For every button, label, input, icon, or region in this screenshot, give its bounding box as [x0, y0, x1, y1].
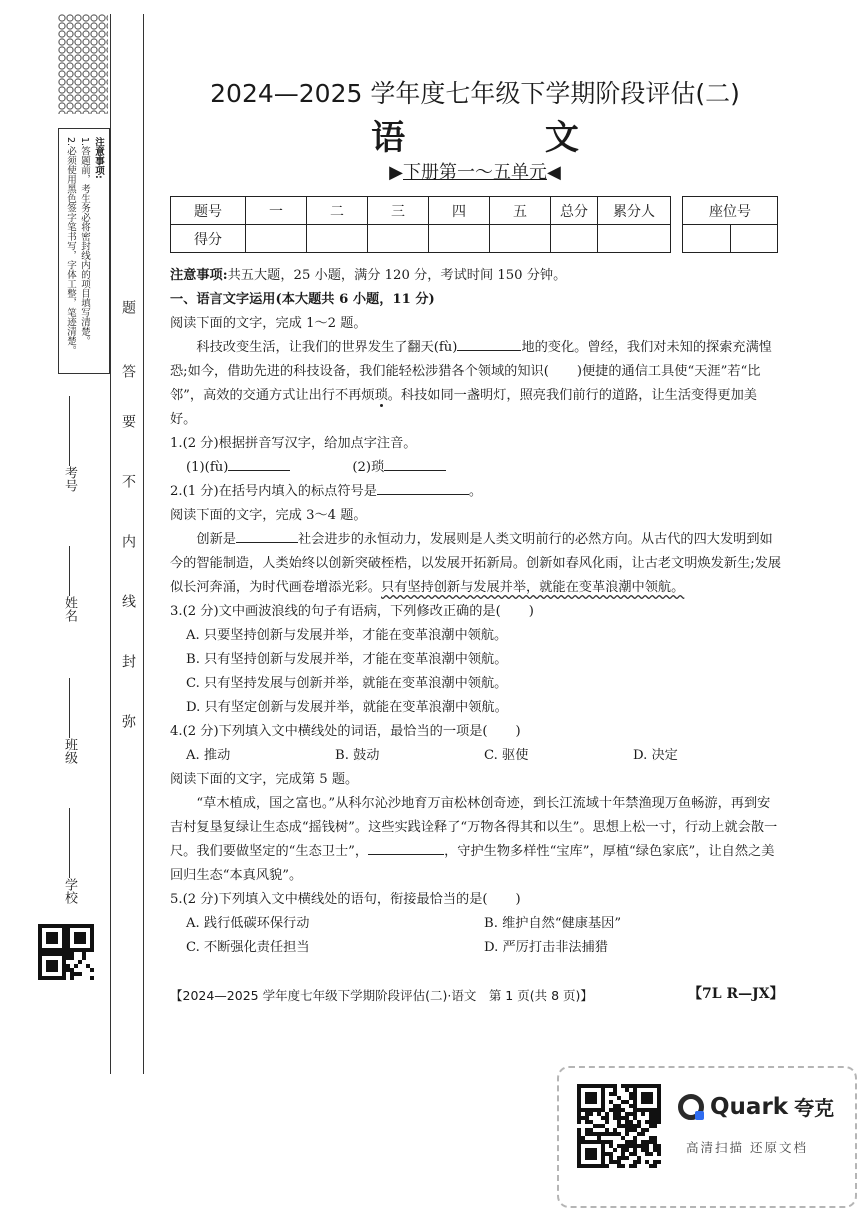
- notice-line-1: 1.答题前，考生务必将密封线内的项目填写清楚。: [79, 137, 90, 346]
- score-table-score-row: [171, 225, 671, 253]
- binding-line-inner: [143, 14, 144, 1074]
- exam-number-field[interactable]: [60, 396, 79, 492]
- question-3: 3.(2 分)文中画波浪线的句子有语病，下列修改正确的是( ): [170, 604, 534, 619]
- subject-title: 语 文: [371, 118, 643, 158]
- option[interactable]: D. 决定: [633, 748, 678, 763]
- school-label: 学校: [62, 878, 77, 904]
- instructions: [170, 264, 782, 288]
- reading-prompt: 阅读下面的文字，完成第 5 题。: [170, 772, 359, 787]
- score-cell: 三: [368, 197, 429, 225]
- question-4: 4.(2 分)下列填入文中横线处的词语，最恰当的一项是( ): [170, 724, 521, 739]
- brand-name-cn: 夸克: [794, 1096, 835, 1120]
- arrow-left-icon: ◀: [547, 162, 561, 183]
- score-cell: 总分: [551, 197, 598, 225]
- notice-line-2: 2.必须使用黑色签字笔书写，字体工整，笔迹清楚。: [65, 137, 76, 356]
- score-input[interactable]: [490, 225, 551, 253]
- notice-title: 注意事项:: [93, 137, 104, 179]
- brand-name: Quark: [710, 1093, 789, 1120]
- option[interactable]: C. 驱使: [484, 748, 529, 763]
- seal-char: 要: [120, 414, 136, 428]
- score-cell: 五: [490, 197, 551, 225]
- answer-blank[interactable]: [384, 456, 446, 471]
- name-label: 姓名: [62, 596, 77, 622]
- seal-char: 封: [120, 654, 136, 668]
- instructions-label: 注意事项:: [170, 268, 228, 283]
- score-input[interactable]: [551, 225, 598, 253]
- option[interactable]: D. 严厉打击非法捕猎: [484, 940, 608, 955]
- school-field[interactable]: [60, 808, 79, 904]
- volume-label: 下册第一～五单元: [403, 162, 547, 183]
- arrow-right-icon: ▶: [389, 162, 403, 183]
- exam-number-label: 考号: [62, 466, 77, 492]
- passage-2: 创新是 社会进步的永恒动力，发展则是人类文明前行的必然方向。从古代的四大发明到如今的智能制造，人类始终以创新突破桎梏，以发展开拓新局。创新如春风化雨，让古老文明焕发新生;发展似长河奔涌，为时代画卷增添光彩。只有坚持创新与发展并举，就能在变革浪潮中领航。: [170, 528, 782, 600]
- score-cell: 得分: [171, 225, 246, 253]
- answer-blank[interactable]: [368, 840, 444, 855]
- seal-char: 线: [120, 594, 136, 608]
- score-table: [170, 196, 671, 253]
- score-cell: 四: [429, 197, 490, 225]
- seal-char: 题: [120, 300, 136, 314]
- exam-title: 2024—2025 学年度七年级下学期阶段评估(二): [210, 79, 740, 108]
- option[interactable]: A. 推动: [186, 748, 231, 763]
- reading-prompt: 阅读下面的文字，完成 1～2 题。: [170, 316, 367, 331]
- question-1-parts: (1)(fù) (2)琐: [170, 456, 782, 480]
- class-field[interactable]: [60, 678, 79, 764]
- passage-1: 科技改变生活，让我们的世界发生了翻天(fù) 地的变化。曾经，我们对未知的探索充满惶恐;如今，借助先进的科技设备，我们能轻松涉猎各个领域的知识( )便捷的通信工具使“天涯”若“比邻”，高效的交通方式让出行不再烦琐。科技如同一盏明灯，照亮我们前行的道路，让生活变得更加美好。: [170, 336, 782, 432]
- passage-3: “草木植成，国之富也。”从科尔沁沙地育万亩松林创奇迹，到长江流域十年禁渔现万鱼畅游，再到安吉村复垦复绿让生态成“摇钱树”。这些实践诠释了“万物各得其和以生”。思想上松一寸，行动上就会散一尺。我们要做坚定的“生态卫士”， ，守护生物多样性“宝库”，厚植“绿色家底”，让自然之美回归生态“本真风貌”。: [170, 796, 778, 883]
- score-cell: 一: [246, 197, 307, 225]
- reading-prompt: 阅读下面的文字，完成 3～4 题。: [170, 508, 367, 523]
- option[interactable]: D. 只有坚定创新与发展并举，就能在变革浪潮中领航。: [186, 700, 508, 715]
- class-label: 班级: [62, 738, 77, 764]
- instructions-text: 共五大题，25 小题，满分 120 分，考试时间 150 分钟。: [227, 268, 567, 283]
- seal-char: 内: [120, 534, 136, 548]
- seat-input[interactable]: [730, 225, 778, 253]
- score-table-header-row: [171, 197, 671, 225]
- option[interactable]: B. 鼓动: [335, 748, 380, 763]
- option[interactable]: B. 维护自然“健康基因”: [484, 916, 622, 931]
- score-input[interactable]: [429, 225, 490, 253]
- seat-table: [682, 196, 778, 253]
- question-1: 1.(2 分)根据拼音写汉字，给加点字注音。: [170, 436, 417, 451]
- question-2: 2.(1 分)在括号内填入的标点符号是 。: [170, 480, 782, 504]
- seal-char: 答: [120, 364, 136, 378]
- binding-line-outer: [110, 14, 111, 1074]
- quark-logo-icon: [678, 1094, 704, 1120]
- score-input[interactable]: [598, 225, 671, 253]
- option[interactable]: A. 践行低碳环保行动: [186, 916, 310, 931]
- option[interactable]: A. 只要坚持创新与发展并举，才能在变革浪潮中领航。: [186, 628, 508, 643]
- brand-tagline: 高清扫描 还原文档: [686, 1140, 808, 1155]
- question-5: 5.(2 分)下列填入文中横线处的语句，衔接最恰当的是( ): [170, 892, 521, 907]
- score-input[interactable]: [307, 225, 368, 253]
- quark-brand: [678, 1092, 834, 1121]
- exam-content: [170, 264, 782, 960]
- option[interactable]: C. 只有坚持发展与创新并举，就能在变革浪潮中领航。: [186, 676, 508, 691]
- question-5-options: [170, 936, 782, 960]
- score-cell: 累分人: [598, 197, 671, 225]
- paper-code: 【7L R—JX】: [688, 986, 784, 1002]
- score-input[interactable]: [246, 225, 307, 253]
- answer-blank[interactable]: [236, 528, 298, 543]
- answer-blank[interactable]: [377, 480, 469, 495]
- question-5-options: [170, 912, 782, 936]
- qr-code-icon: [577, 1084, 661, 1168]
- seat-input[interactable]: [683, 225, 731, 253]
- answer-blank[interactable]: [228, 456, 290, 471]
- question-4-options: [170, 744, 782, 768]
- section-heading: 一、语言文字运用(本大题共 6 小题，11 分): [170, 292, 435, 307]
- name-field[interactable]: [60, 546, 79, 622]
- volume-scope: [170, 158, 780, 184]
- answer-blank[interactable]: [457, 336, 521, 351]
- qr-code-icon: [38, 924, 94, 980]
- seal-char: 不: [120, 474, 136, 488]
- score-input[interactable]: [368, 225, 429, 253]
- score-cell: 题号: [171, 197, 246, 225]
- page-footer: 【2024—2025 学年度七年级下学期阶段评估(二)·语文 第 1 页(共 8 页)】: [170, 988, 593, 1003]
- wavy-sentence: 只有坚持创新与发展并举，就能在变革浪潮中领航。: [381, 580, 685, 595]
- score-cell: 二: [307, 197, 368, 225]
- binding-holes: [58, 14, 108, 114]
- seal-char: 弥: [120, 714, 136, 728]
- notice-box: [58, 128, 110, 374]
- option[interactable]: B. 只有坚持创新与发展并举，才能在变革浪潮中领航。: [186, 652, 508, 667]
- seat-label: 座位号: [683, 197, 778, 225]
- option[interactable]: C. 不断强化责任担当: [186, 940, 310, 955]
